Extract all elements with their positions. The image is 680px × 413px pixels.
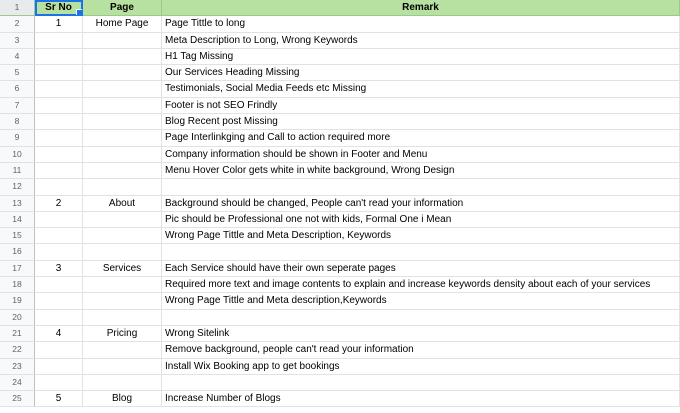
cell-page[interactable]: [83, 293, 162, 309]
row-number[interactable]: 16: [0, 244, 35, 260]
cell-sr-no[interactable]: 2: [35, 196, 83, 212]
cell-remark[interactable]: Our Services Heading Missing: [162, 65, 680, 81]
header-remark[interactable]: Remark: [162, 0, 680, 16]
row-number[interactable]: 3: [0, 33, 35, 49]
cell-page[interactable]: Pricing: [83, 326, 162, 342]
cell-remark[interactable]: Meta Description to Long, Wrong Keywords: [162, 33, 680, 49]
row-number-header[interactable]: 1: [0, 0, 35, 16]
row-number[interactable]: 21: [0, 326, 35, 342]
cell-sr-no[interactable]: [35, 147, 83, 163]
cell-sr-no[interactable]: [35, 130, 83, 146]
cell-remark[interactable]: Install Wix Booking app to get bookings: [162, 359, 680, 375]
cell-sr-no[interactable]: [35, 359, 83, 375]
cell-page[interactable]: [83, 277, 162, 293]
cell-page[interactable]: [83, 342, 162, 358]
cell-remark[interactable]: Testimonials, Social Media Feeds etc Missing: [162, 81, 680, 97]
row-number[interactable]: 20: [0, 310, 35, 326]
cell-sr-no[interactable]: 3: [35, 261, 83, 277]
cell-remark[interactable]: Required more text and image contents to explain and increase keywords density about each of your services: [162, 277, 680, 293]
cell-sr-no[interactable]: [35, 33, 83, 49]
cell-remark[interactable]: [162, 310, 680, 326]
cell-sr-no[interactable]: [35, 310, 83, 326]
row-number[interactable]: 6: [0, 81, 35, 97]
cell-sr-no[interactable]: [35, 163, 83, 179]
cell-sr-no[interactable]: [35, 179, 83, 195]
cell-sr-no[interactable]: [35, 342, 83, 358]
row-number[interactable]: 19: [0, 293, 35, 309]
cell-sr-no[interactable]: [35, 375, 83, 391]
cell-page[interactable]: [83, 81, 162, 97]
cell-sr-no[interactable]: [35, 49, 83, 65]
cell-remark[interactable]: Wrong Sitelink: [162, 326, 680, 342]
cell-page[interactable]: [83, 98, 162, 114]
cell-page[interactable]: [83, 65, 162, 81]
cell-page[interactable]: [83, 130, 162, 146]
row-number[interactable]: 15: [0, 228, 35, 244]
cell-sr-no[interactable]: 1: [35, 16, 83, 32]
header-sr-no[interactable]: Sr No: [35, 0, 83, 16]
cell-remark[interactable]: Company information should be shown in Footer and Menu: [162, 147, 680, 163]
cell-page[interactable]: [83, 49, 162, 65]
cell-remark[interactable]: Increase Number of Blogs: [162, 391, 680, 407]
cell-sr-no[interactable]: [35, 244, 83, 260]
cell-page[interactable]: [83, 114, 162, 130]
row-number[interactable]: 18: [0, 277, 35, 293]
cell-remark[interactable]: Menu Hover Color gets white in white background, Wrong Design: [162, 163, 680, 179]
row-number[interactable]: 8: [0, 114, 35, 130]
cell-page[interactable]: [83, 33, 162, 49]
row-number[interactable]: 4: [0, 49, 35, 65]
row-number[interactable]: 9: [0, 130, 35, 146]
row-number[interactable]: 5: [0, 65, 35, 81]
cell-sr-no[interactable]: 5: [35, 391, 83, 407]
cell-remark[interactable]: Background should be changed, People can't read your information: [162, 196, 680, 212]
cell-remark[interactable]: Page Tittle to long: [162, 16, 680, 32]
row-number[interactable]: 24: [0, 375, 35, 391]
cell-page[interactable]: [83, 244, 162, 260]
cell-remark[interactable]: Pic should be Professional one not with kids, Formal One i Mean: [162, 212, 680, 228]
row-number[interactable]: 23: [0, 359, 35, 375]
cell-sr-no[interactable]: [35, 98, 83, 114]
cell-page[interactable]: [83, 359, 162, 375]
cell-sr-no[interactable]: [35, 212, 83, 228]
cell-page[interactable]: About: [83, 196, 162, 212]
row-number[interactable]: 17: [0, 261, 35, 277]
cell-page[interactable]: Blog: [83, 391, 162, 407]
row-number[interactable]: 11: [0, 163, 35, 179]
row-number[interactable]: 2: [0, 16, 35, 32]
cell-page[interactable]: [83, 228, 162, 244]
cell-page[interactable]: Services: [83, 261, 162, 277]
cell-remark[interactable]: Footer is not SEO Frindly: [162, 98, 680, 114]
cell-page[interactable]: [83, 163, 162, 179]
cell-page[interactable]: Home Page: [83, 16, 162, 32]
cell-remark[interactable]: Page Interlinkging and Call to action required more: [162, 130, 680, 146]
cell-remark[interactable]: H1 Tag Missing: [162, 49, 680, 65]
cell-page[interactable]: [83, 212, 162, 228]
cell-page[interactable]: [83, 179, 162, 195]
row-number[interactable]: 25: [0, 391, 35, 407]
cell-page[interactable]: [83, 375, 162, 391]
cell-remark[interactable]: [162, 179, 680, 195]
row-number[interactable]: 14: [0, 212, 35, 228]
header-page[interactable]: Page: [83, 0, 162, 16]
cell-remark[interactable]: Each Service should have their own seperate pages: [162, 261, 680, 277]
cell-sr-no[interactable]: [35, 81, 83, 97]
cell-remark[interactable]: Blog Recent post Missing: [162, 114, 680, 130]
cell-remark[interactable]: [162, 244, 680, 260]
row-number[interactable]: 13: [0, 196, 35, 212]
cell-sr-no[interactable]: [35, 277, 83, 293]
cell-sr-no[interactable]: [35, 65, 83, 81]
cell-remark[interactable]: [162, 375, 680, 391]
cell-remark[interactable]: Wrong Page Tittle and Meta Description, Keywords: [162, 228, 680, 244]
cell-sr-no[interactable]: [35, 293, 83, 309]
cell-remark[interactable]: Wrong Page Tittle and Meta description,Keywords: [162, 293, 680, 309]
row-number[interactable]: 10: [0, 147, 35, 163]
row-number[interactable]: 12: [0, 179, 35, 195]
row-number[interactable]: 7: [0, 98, 35, 114]
cell-page[interactable]: [83, 310, 162, 326]
cell-sr-no[interactable]: [35, 114, 83, 130]
cell-sr-no[interactable]: 4: [35, 326, 83, 342]
cell-sr-no[interactable]: [35, 228, 83, 244]
cell-page[interactable]: [83, 147, 162, 163]
cell-remark[interactable]: Remove background, people can't read your information: [162, 342, 680, 358]
row-number[interactable]: 22: [0, 342, 35, 358]
